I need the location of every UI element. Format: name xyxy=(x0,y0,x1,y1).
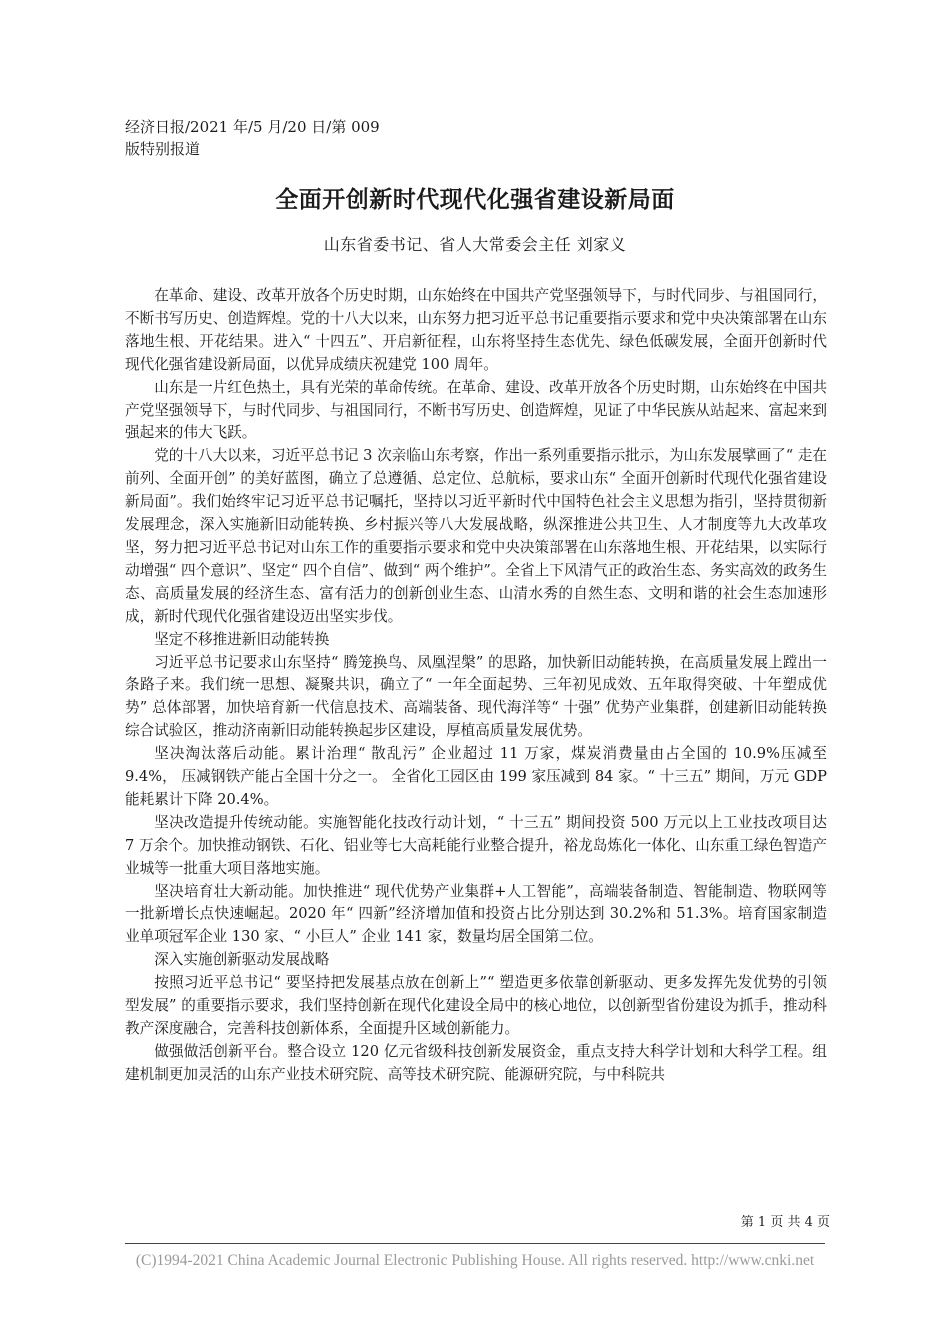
paragraph: 在革命、建设、改革开放各个历史时期，山东始终在中国共产党坚强领导下，与时代同步、与祖国同行，不断书写历史、创造辉煌。党的十八大以来，山东努力把习近平总书记重要指示要求和党中央决策部署在山东落地生根、开花结果。进入“ 十四五”、开启新征程，山东将坚持生态优先、绿色低碳发展，全面开创新时代现代化强省建设新局面，以优异成绩庆祝建党 100 周年。 xyxy=(125,287,827,373)
article-body xyxy=(125,285,827,1087)
footer-divider xyxy=(125,1243,825,1244)
page-number: 第 1 页 共 4 页 xyxy=(740,1215,830,1230)
paragraph: 党的十八大以来，习近平总书记 3 次亲临山东考察，作出一系列重要指示批示，为山东发展擘画了“ 走在前列、全面开创” 的美好蓝图，确立了总遵循、总定位、总航标，要求山东“ 全面开创新时代现代化强省建设新局面”。我们始终牢记习近平总书记嘱托，坚持以习近平新时代中国特色社会主义思想为指引，坚持贯彻新发展理念，深入实施新旧动能转换、乡村振兴等八大发展战略，纵深推进公共卫生、人才制度等九大改革攻坚，努力把习近平总书记对山东工作的重要指示要求和党中央决策部署在山东落地生根、开花结果，以实际行动增强“ 四个意识”、坚定“ 四个自信”、做到“ 两个维护”。全省上下风清气正的政治生态、务实高效的政务生态、高质量发展的经济生态、富有活力的创新创业生态、山清水秀的自然生态、文明和谐的社会生态加速形成，新时代现代化强省建设迈出坚实步伐。 xyxy=(125,447,827,625)
paragraph: 坚决淘汰落后动能。累计治理“ 散乱污” 企业超过 11 万家，煤炭消费量由占全国的 10.9%压减至 9.4%， 压减钢铁产能占全国十分之一。 全省化工园区由 199 家压减到 84 家。“ 十三五” 期间，万元 GDP 能耗累计下降 20.4%。 xyxy=(125,745,827,808)
article-author: 山东省委书记、省人大常委会主任 刘家义 xyxy=(323,235,627,254)
paragraph: 习近平总书记要求山东坚持“ 腾笼换鸟、凤凰涅槃” 的思路，加快新旧动能转换，在高质量发展上蹚出一条路子来。我们统一思想、凝聚共识，确立了“ 一年全面起势、三年初见成效、五年取得突破、十年塑成优势” 总体部署，加快培育新一代信息技术、高端装备、现代海洋等“ 十强” 优势产业集群，创建新旧动能转换综合试验区，推动济南新旧动能转换起步区建设，厚植高质量发展优势。 xyxy=(125,653,827,740)
paragraph: 做强做活创新平台。整合设立 120 亿元省级科技创新发展资金，重点支持大科学计划和大科学工程。组建机制更加灵活的山东产业技术研究院、高等技术研究院、能源研究院，与中科院共 xyxy=(125,1042,827,1083)
publication-info-line-2: 版特别报道 xyxy=(125,140,201,158)
paragraph: 山东是一片红色热土，具有光荣的革命传统。在革命、建设、改革开放各个历史时期，山东始终在中国共产党坚强领导下，与时代同步、与祖国同行，不断书写历史、创造辉煌，见证了中华民族从站起来、富起来到强起来的伟大飞跃。 xyxy=(125,378,827,442)
publication-info-line-1: 经济日报/2021 年/5 月/20 日/第 009 xyxy=(125,118,380,136)
copyright-notice: (C)1994-2021 China Academic Journal Electronic Publishing House. All rights reserved. http://www.cnki.net xyxy=(135,1252,815,1269)
section-heading: 坚定不移推进新旧动能转换 xyxy=(154,630,330,648)
paragraph: 坚决改造提升传统动能。实施智能化技改行动计划，“ 十三五” 期间投资 500 万元以上工业技改项目达 7 万余个。加快推动钢铁、石化、铝业等七大高耗能行业整合提升，裕龙岛炼化一体化、山东重工绿色智造产业城等一批重大项目落地实施。 xyxy=(125,813,827,877)
paragraph: 按照习近平总书记“ 要坚持把发展基点放在创新上”“ 塑造更多依靠创新驱动、更多发挥先发优势的引领型发展” 的重要指示要求，我们坚持创新在现代化建设全局中的核心地位，以创新型省份建设为抓手，推动科教产深度融合，完善科技创新体系，全面提升区域创新能力。 xyxy=(125,974,827,1037)
section-heading: 深入实施创新驱动发展战略 xyxy=(154,951,330,969)
publication-info xyxy=(125,116,825,160)
paragraph: 坚决培育壮大新动能。加快推进“ 现代优势产业集群+人工智能”，高端装备制造、智能制造、物联网等一批新增长点快速崛起。2020 年“ 四新”经济增加值和投资占比分别达到 30.2%和 51.3%。培育国家制造业单项冠军企业 130 家、“ 小巨人” 企业 141 家，数量均居全国第二位。 xyxy=(125,882,827,946)
article-title: 全面开创新时代现代化强省建设新局面 xyxy=(275,187,675,213)
